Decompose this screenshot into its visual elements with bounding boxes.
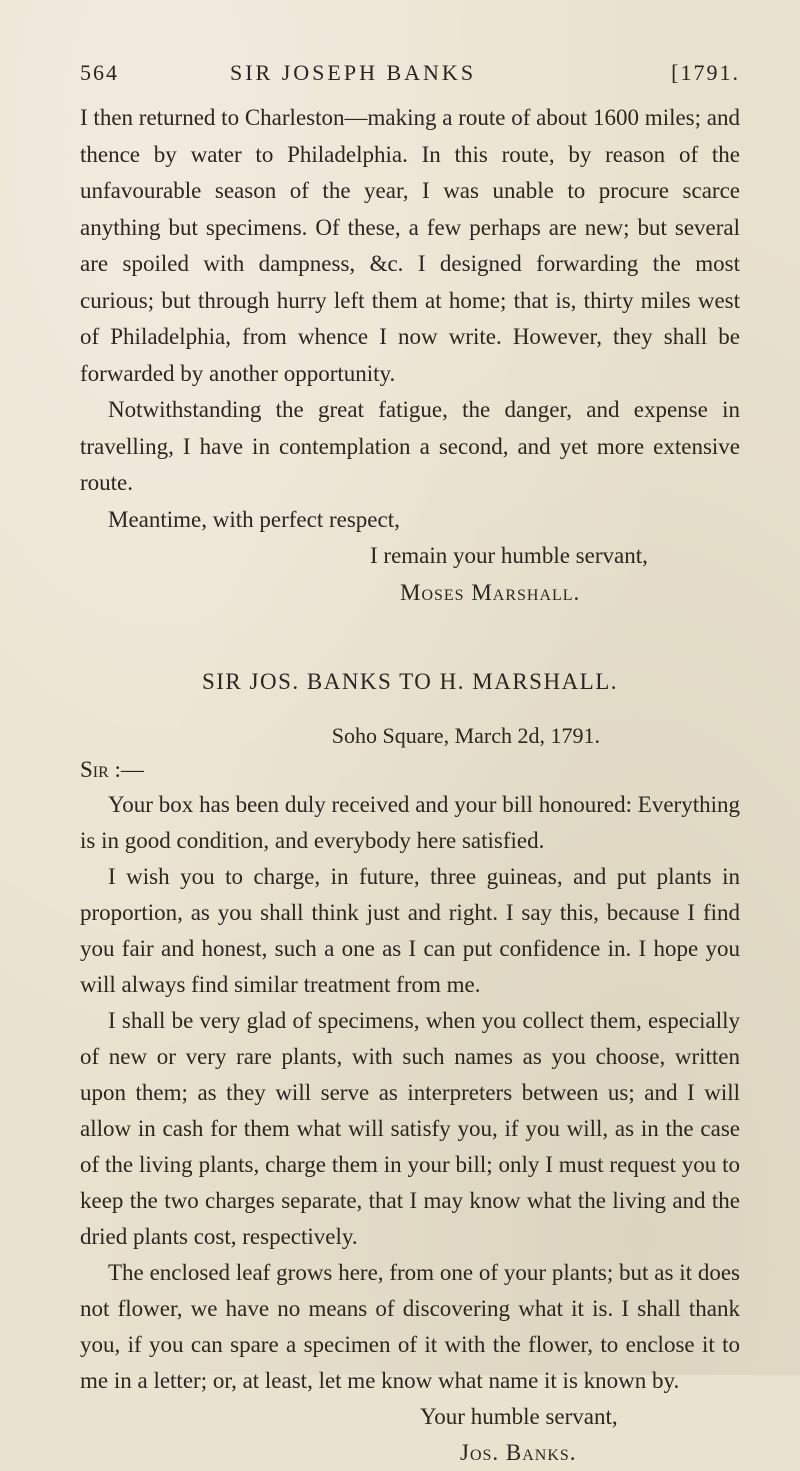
closing-phrase: Your humble servant, <box>420 1404 618 1429</box>
closing-line: Meantime, with perfect respect, <box>108 506 400 532</box>
letter-marshall-body <box>80 100 740 502</box>
paragraph: I shall be very glad of specimens, when you collect them, especially of new or very rare plants, with such names as you choose, written upon them; as they will serve as interpreters between us; and I will allow in cash for them what will satisfy you, if you will, as in the case of the living plants, charge them in your bill; only I must request you to keep the two charges separate, that I may know what the living and the dried plants cost, respectively. <box>80 1008 740 1249</box>
letter-marshall-closing <box>80 502 740 612</box>
closing-phrase: I remain your humble servant, <box>370 543 648 568</box>
salutation: Sir :— <box>80 757 144 782</box>
running-year: [1791. <box>671 60 740 85</box>
paragraph: The enclosed leaf grows here, from one of your plants; but as it does not flower, we have no means of discovering what it is. I shall thank you, if you can spare a specimen of it with the flower, to enclose it to me in a letter; or, at least, let me know what name it is known by. <box>80 1260 740 1393</box>
letter-heading: SIR JOS. BANKS TO H. MARSHALL. <box>201 669 619 694</box>
dateline: Soho Square, March 2d, 1791. <box>331 723 600 748</box>
paragraph: I then returned to Charleston—making a route of about 1600 miles; and thence by water to Philadelphia. In this route, by reason of the unfavourable season of the year, I was unable to procure scarce anything but specimens. Of these, a few perhaps are new; but several are spoiled with dampness, &c. I designed forwarding the most curious; but through hurry left them at home; that is, thirty miles west of Philadelphia, from whence I now write. However, they shall be forwarded by another opportunity. <box>80 105 740 386</box>
page-number: 564 <box>80 60 119 85</box>
running-title: SIR JOSEPH BANKS <box>230 60 477 85</box>
signature: Moses Marshall. <box>400 579 581 605</box>
letter-banks-body <box>80 787 740 1399</box>
running-head <box>80 60 740 100</box>
paragraph: Your box has been duly received and your bill honoured: Everything is in good condition, and everybody here satisfied. <box>80 792 740 853</box>
paragraph: I wish you to charge, in future, three guineas, and put plants in proportion, as you shall think just and right. I say this, because I find you fair and honest, such a one as I can put confidence in. I hope you will always find similar treatment from me. <box>80 864 740 997</box>
signature: Jos. Banks. <box>460 1440 577 1465</box>
letter-banks-closing <box>80 1399 740 1471</box>
paragraph: Notwithstanding the great fatigue, the danger, and expense in travelling, I have in contemplation a second, and yet more extensive route. <box>80 397 740 495</box>
